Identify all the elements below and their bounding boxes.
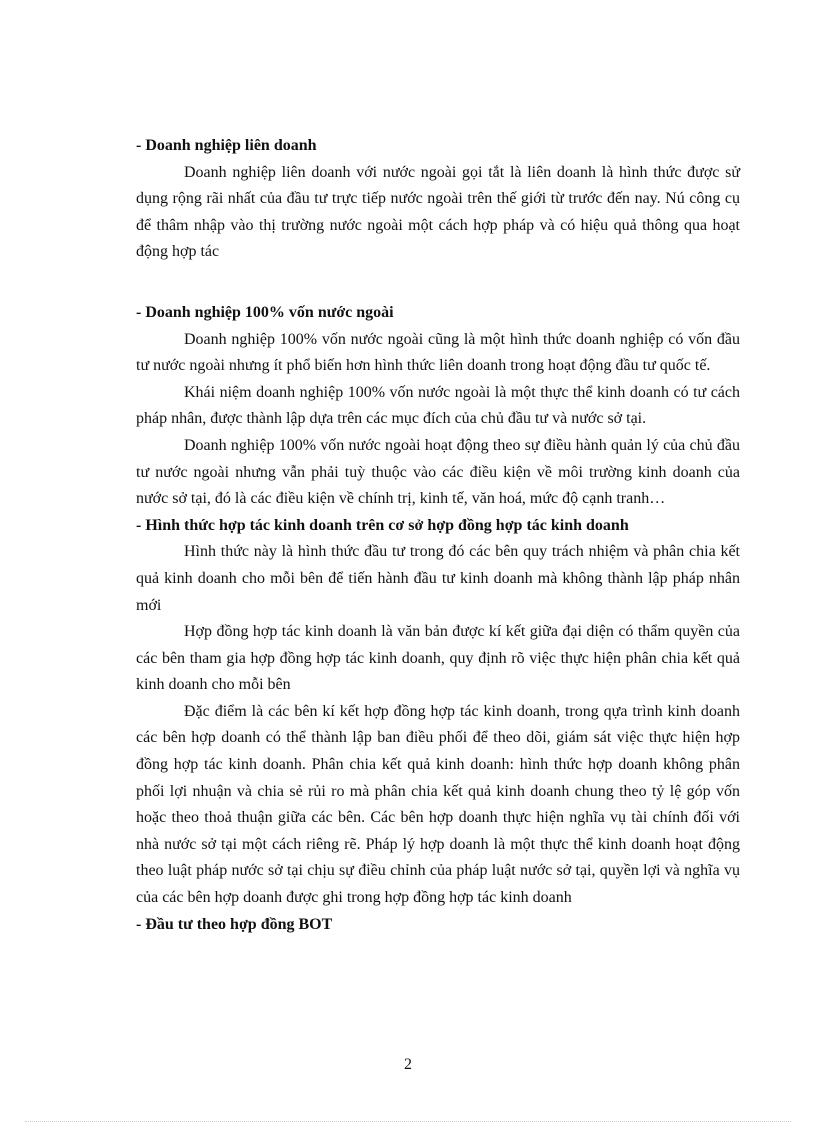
section-heading-foreign-owned: - Doanh nghiệp 100% vốn nước ngoài xyxy=(136,303,394,321)
paragraph: Doanh nghiệp liên doanh với nước ngoài gọi tắt là liên doanh là hình thức được sử dụng rộng rãi nhất của đầu tư trực tiếp nước ngoài trên thế giới từ trước đến nay. Nú công cụ để thâm nhập vào thị trường nước ngoài một cách hợp pháp và có hiệu quả thông qua hoạt động hợp tác xyxy=(136,163,740,261)
section-heading-bot: - Đầu tư theo hợp đồng BOT xyxy=(136,915,333,933)
paragraph: Đặc điểm là các bên kí kết hợp đồng hợp tác kinh doanh, trong qựa trình kinh doanh các bên hợp doanh có thể thành lập ban điều phối để theo dõi, giám sát việc thực hiện hợp đồng hợp tác kinh doanh. Phân chia kết quả kinh doanh: hình thức hợp doanh không phân phối lợi nhuận và chia sẻ rủi ro mà phân chia kết quả kinh doanh chung theo tỷ lệ góp vốn hoặc theo thoả thuận giữa các bên. Các bên hợp doanh thực hiện nghĩa vụ tài chính đối với nhà nước sở tại một cách riêng rẽ. Pháp lý hợp doanh là một thực thể kinh doanh hoạt động theo luật pháp nước sở tại chịu sự điều chỉnh của pháp luật nước sở tại, quyền lợi và nghĩa vụ của các bên hợp doanh được ghi trong hợp đồng hợp tác kinh doanh xyxy=(136,702,740,907)
paragraph: Hợp đồng hợp tác kinh doanh là văn bản được kí kết giữa đại diện có thẩm quyền của các bên tham gia hợp đồng hợp tác kinh doanh, quy định rõ việc thực hiện phân chia kết quả kinh doanh cho mỗi bên xyxy=(136,623,740,694)
page-number: 2 xyxy=(404,1056,412,1073)
paragraph: Doanh nghiệp 100% vốn nước ngoài hoạt động theo sự điều hành quản lý của chủ đầu tư nước ngoài nhưng vẫn phải tuỳ thuộc vào các điều kiện về môi trường kinh doanh của nước sở tại, đó là các điều kiện về chính trị, kinh tế, văn hoá, mức độ cạnh tranh… xyxy=(136,436,740,508)
paragraph: Khái niệm doanh nghiệp 100% vốn nước ngoài là một thực thể kinh doanh có tư cách pháp nhân, được thành lập dựa trên các mục đích của chủ đầu tư và nước sở tại. xyxy=(136,383,740,428)
paragraph: Hình thức này là hình thức đầu tư trong đó các bên quy trách nhiệm và phân chia kết quả kinh doanh cho mỗi bên để tiến hành đầu tư kinh doanh mà không thành lập pháp nhân mới xyxy=(136,543,740,614)
spacer xyxy=(136,266,740,292)
section-heading-joint-venture: - Doanh nghiệp liên doanh xyxy=(136,137,317,154)
spacer xyxy=(136,292,740,300)
page-bottom-divider xyxy=(25,1121,791,1122)
section-heading-bcc: - Hình thức hợp tác kinh doanh trên cơ sở hợp đồng hợp tác kinh doanh xyxy=(136,516,629,534)
document-body xyxy=(136,133,740,938)
paragraph: Doanh nghiệp 100% vốn nước ngoài cũng là một hình thức doanh nghiệp có vốn đầu tư nước ngoài nhưng ít phổ biến hơn hình thức liên doanh trong hoạt động đầu tư quốc tế. xyxy=(136,330,740,375)
